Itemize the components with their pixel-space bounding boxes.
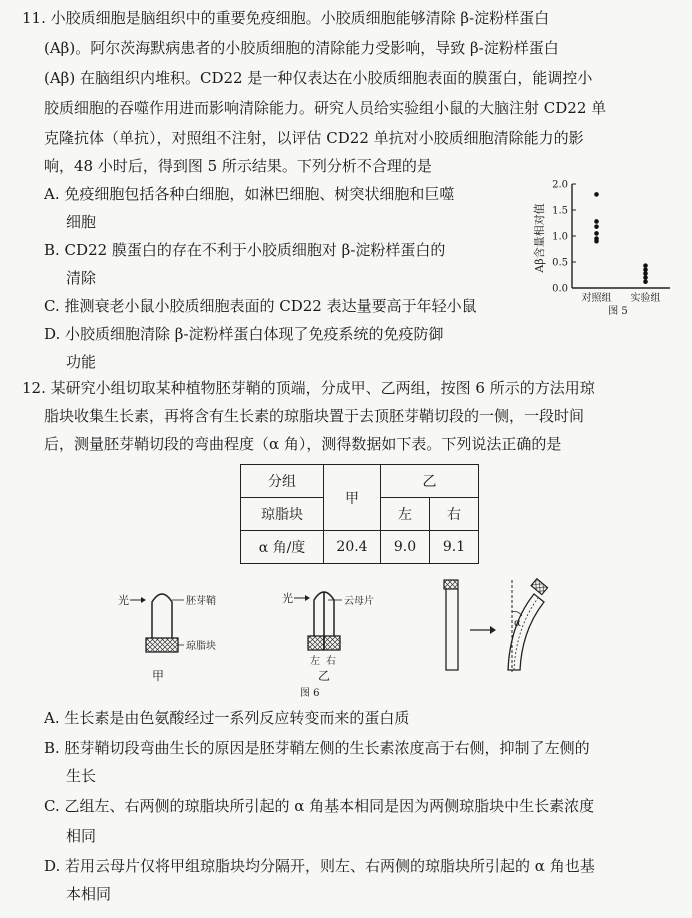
q11-stem-line: (Aβ)。阿尔茨海默病患者的小胶质细胞的清除能力受影响，导致 β-淀粉样蛋白 bbox=[44, 39, 559, 57]
alpha-angle-label: α bbox=[514, 618, 521, 629]
agar-block-jia bbox=[146, 638, 178, 652]
table-cell-angle-right: 9.1 bbox=[430, 531, 479, 564]
q11-option-b-cont: 清除 bbox=[66, 269, 97, 287]
mica-label: 云母片 bbox=[344, 596, 374, 607]
data-point bbox=[643, 275, 648, 280]
coleoptile-label: 胚芽鞘 bbox=[186, 596, 216, 607]
q12-option-b: B. 胚芽鞘切段弯曲生长的原因是胚芽鞘左侧的生长素浓度高于右侧，抑制了左侧的 bbox=[44, 739, 590, 757]
y-tick-label: 0.0 bbox=[552, 283, 568, 295]
y-tick-label: 2.0 bbox=[552, 179, 568, 191]
light-label-yi: 光 bbox=[282, 592, 293, 605]
q12-stem-line: 12. 某研究小组切取某种植物胚芽鞘的顶端，分成甲、乙两组，按图 6 所示的方法用琼 bbox=[22, 379, 595, 397]
q12-option-d: D. 若用云母片仅将甲组琼脂块均分隔开，则左、右两侧的琼脂块所引起的 α 角也基 bbox=[44, 857, 595, 875]
table-header-group: 分组 bbox=[241, 465, 324, 498]
y-tick-label: 1.0 bbox=[552, 231, 568, 243]
table-header-jia: 甲 bbox=[324, 465, 381, 531]
table-cell-angle-jia: 20.4 bbox=[324, 531, 381, 564]
bent-segment bbox=[508, 594, 544, 670]
table-header-yi: 乙 bbox=[381, 465, 479, 498]
agar-block-yi-left bbox=[308, 636, 324, 650]
y-tick-label: 0.5 bbox=[552, 257, 568, 269]
straight-segment bbox=[446, 589, 458, 670]
chart-axes bbox=[572, 184, 670, 288]
agar-block-bent bbox=[531, 579, 548, 595]
data-point bbox=[594, 231, 599, 236]
table-row-label-block: 琼脂块 bbox=[241, 498, 324, 531]
q12-option-c: C. 乙组左、右两侧的琼脂块所引起的 α 角基本相同是因为两侧琼脂块中生长素浓度 bbox=[44, 797, 595, 815]
q12-stem-line: 后，测量胚芽鞘切段的弯曲程度（α 角），测得数据如下表。下列说法正确的是 bbox=[44, 435, 562, 453]
q11-option-d: D. 小胶质细胞清除 β-淀粉样蛋白体现了免疫系统的免疫防御 bbox=[44, 325, 444, 343]
x-category-label: 实验组 bbox=[630, 293, 661, 304]
data-point bbox=[643, 263, 648, 268]
table-header-right: 右 bbox=[430, 498, 479, 531]
q11-stem-line: 响，48 小时后，得到图 5 所示结果。下列分析不合理的是 bbox=[44, 157, 432, 175]
figure-6-caption: 图 6 bbox=[300, 688, 320, 699]
table-header-left: 左 bbox=[381, 498, 430, 531]
q12-option-b-cont: 生长 bbox=[66, 767, 97, 785]
table-cell-angle-left: 9.0 bbox=[381, 531, 430, 564]
data-point bbox=[594, 224, 599, 229]
q11-option-d-cont: 功能 bbox=[66, 353, 97, 371]
figure-5-chart bbox=[530, 176, 680, 316]
chart-ylabel: Aβ含量相对值 bbox=[533, 203, 546, 273]
table-row bbox=[241, 465, 479, 498]
table-row bbox=[241, 531, 479, 564]
coleoptile-tip-jia bbox=[152, 594, 172, 638]
q12-stem-line: 脂块收集生长素，再将含有生长素的琼脂块置于去顶胚芽鞘切段的一侧，一段时间 bbox=[44, 407, 585, 425]
yi-left-label: 左 bbox=[310, 656, 320, 667]
q11-stem-line: (Aβ) 在脑组织内堆积。CD22 是一种仅表达在小胶质细胞表面的膜蛋白，能调控小 bbox=[44, 69, 593, 87]
q12-data-table bbox=[240, 464, 479, 564]
figure-5-caption: 图 5 bbox=[608, 306, 628, 316]
q12-option-a: A. 生长素是由色氨酸经过一系列反应转变而来的蛋白质 bbox=[44, 709, 410, 727]
yi-right-label: 右 bbox=[326, 656, 336, 667]
y-tick-label: 1.5 bbox=[552, 205, 568, 217]
q12-option-d-cont: 本相同 bbox=[66, 885, 112, 903]
q11-stem-line: 11. 小胶质细胞是脑组织中的重要免疫细胞。小胶质细胞能够清除 β-淀粉样蛋白 bbox=[22, 9, 550, 27]
agar-label: 琼脂块 bbox=[186, 641, 216, 652]
q12-option-c-cont: 相同 bbox=[66, 827, 97, 845]
q11-option-b: B. CD22 膜蛋白的存在不利于小胶质细胞对 β-淀粉样蛋白的 bbox=[44, 241, 446, 259]
setup-jia bbox=[118, 593, 216, 683]
bending-experiment bbox=[444, 579, 548, 672]
table-row-label-angle: α 角/度 bbox=[241, 531, 324, 564]
data-point bbox=[643, 271, 648, 276]
data-point bbox=[594, 192, 599, 197]
q11-stem-line: 胶质细胞的吞噬作用进而影响清除能力。研究人员给实验组小鼠的大脑注射 CD22 单 bbox=[44, 99, 607, 117]
q11-stem-line: 克隆抗体（单抗），对照组不注射，以评估 CD22 单抗对小胶质细胞清除能力的影 bbox=[44, 129, 584, 147]
x-category-label: 对照组 bbox=[581, 293, 612, 304]
figure-6-diagram bbox=[0, 572, 692, 702]
data-point bbox=[594, 219, 599, 224]
light-label-jia: 光 bbox=[118, 594, 129, 607]
data-point bbox=[643, 279, 648, 284]
q11-option-a-cont: 细胞 bbox=[66, 213, 97, 231]
agar-block-on-segment bbox=[444, 580, 458, 589]
group-label-jia: 甲 bbox=[152, 669, 165, 683]
group-label-yi: 乙 bbox=[318, 669, 331, 683]
q11-option-a: A. 免疫细胞包括各种白细胞，如淋巴细胞、树突状细胞和巨噬 bbox=[44, 185, 455, 203]
data-point bbox=[594, 239, 599, 244]
q11-option-c: C. 推测衰老小鼠小胶质细胞表面的 CD22 表达量要高于年轻小鼠 bbox=[44, 297, 477, 315]
setup-yi bbox=[282, 591, 374, 683]
agar-block-yi-right bbox=[324, 636, 340, 650]
